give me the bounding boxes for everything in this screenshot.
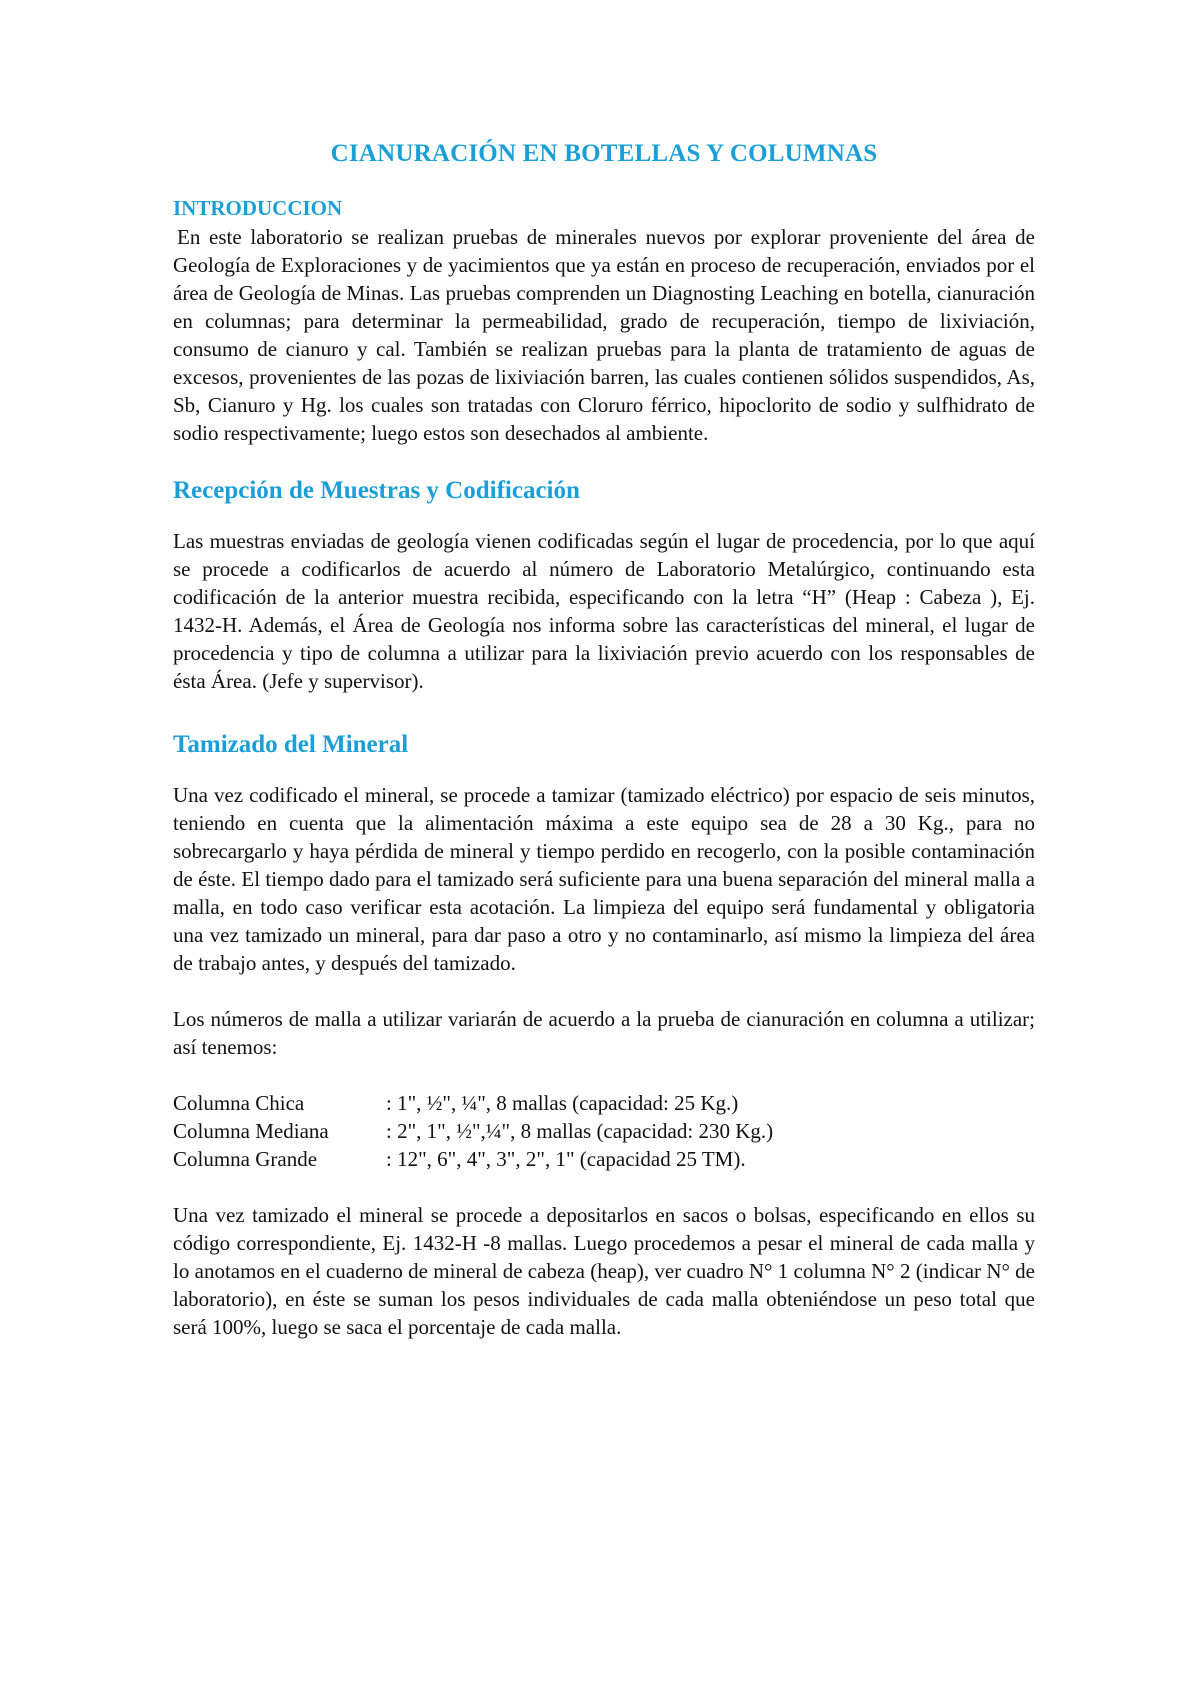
document-title: CIANURACIÓN EN BOTELLAS Y COLUMNAS — [330, 140, 878, 167]
column-name: Columna Mediana — [173, 1119, 329, 1143]
sieving-paragraph-3: Una vez tamizado el mineral se procede a depositarlos en sacos o bolsas, especificando en ellos su código correspondiente, Ej. 1432-H -8 mallas. Luego procedemos a pesar el mineral de cada malla y lo anotamos en el cuaderno de mineral de cabeza (heap), ver cuadro N° 1 columna N° 2 (indicar N° de laboratorio), en éste se suman los pesos individuales de cada malla obteniéndose un peso total que será 100%, luego se saca el porcentaje de cada malla. — [173, 1203, 1035, 1339]
column-spec: : 12", 6", 4", 3", 2", 1" (capacidad 25 TM). — [386, 1147, 746, 1171]
intro-paragraph: En este laboratorio se realizan pruebas de minerales nuevos por explorar proveniente del área de Geología de Exploraciones y de yacimientos que ya están en proceso de recuperación, enviados por el área de Geología de Minas. Las pruebas comprenden un Diagnosting Leaching en botella, cianuración en columnas; para determinar la permeabilidad, grado de recuperación, tiempo de lixiviación, consumo de cianuro y cal. También se realizan pruebas para la planta de tratamiento de aguas de excesos, provenientes de las pozas de lixiviación barren, las cuales contienen sólidos suspendidos, As, Sb, Cianuro y Hg. los cuales son tratadas con Cloruro férrico, hipoclorito de sodio y sulfhidrato de sodio respectivamente; luego estos son desechados al ambiente. — [173, 225, 1035, 445]
sieving-section — [173, 731, 1035, 1341]
document-page — [173, 140, 1035, 1341]
intro-heading: INTRODUCCION — [173, 196, 343, 220]
sieving-paragraph-1: Una vez codificado el mineral, se procede a tamizar (tamizado eléctrico) por espacio de seis minutos, teniendo en cuenta que la alimentación máxima a este equipo sea de 28 a 30 Kg., para no sobrecargarlo y haya pérdida de mineral y tiempo perdido en recogerlo, con la posible contaminación de éste. El tiempo dado para el tamizado será suficiente para una buena separación del mineral malla a malla, en todo caso verificar esta acotación. La limpieza del equipo será fundamental y obligatoria una vez tamizado un mineral, para dar paso a otro y no contaminarlo, así mismo la limpieza del área de trabajo antes, y después del tamizado. — [173, 783, 1035, 975]
column-spec: : 1", ½", ¼", 8 mallas (capacidad: 25 Kg.) — [386, 1091, 739, 1115]
intro-section — [173, 196, 1035, 447]
sieving-heading: Tamizado del Mineral — [173, 731, 409, 758]
list-item — [173, 1089, 1035, 1117]
sieving-paragraph-2: Los números de malla a utilizar variarán de acuerdo a la prueba de cianuración en columna a utilizar; así tenemos: — [173, 1007, 1035, 1059]
reception-section — [173, 477, 1035, 695]
list-item — [173, 1117, 1035, 1145]
column-mesh-list — [173, 1089, 1035, 1173]
reception-paragraph: Las muestras enviadas de geología vienen codificadas según el lugar de procedencia, por lo que aquí se procede a codificarlos de acuerdo al número de Laboratorio Metalúrgico, continuando esta codificación de la anterior muestra recibida, especificando con la letra “H” (Heap : Cabeza ), Ej. 1432-H. Además, el Área de Geología nos informa sobre las características del mineral, el lugar de procedencia y tipo de columna a utilizar para la lixiviación previo acuerdo con los responsables de ésta Área. (Jefe y supervisor). — [173, 529, 1035, 693]
list-item — [173, 1145, 1035, 1173]
column-name: Columna Grande — [173, 1147, 318, 1171]
column-name: Columna Chica — [173, 1091, 305, 1115]
column-spec: : 2", 1", ½",¼", 8 mallas (capacidad: 230 Kg.) — [386, 1119, 774, 1143]
reception-heading: Recepción de Muestras y Codificación — [173, 477, 580, 504]
